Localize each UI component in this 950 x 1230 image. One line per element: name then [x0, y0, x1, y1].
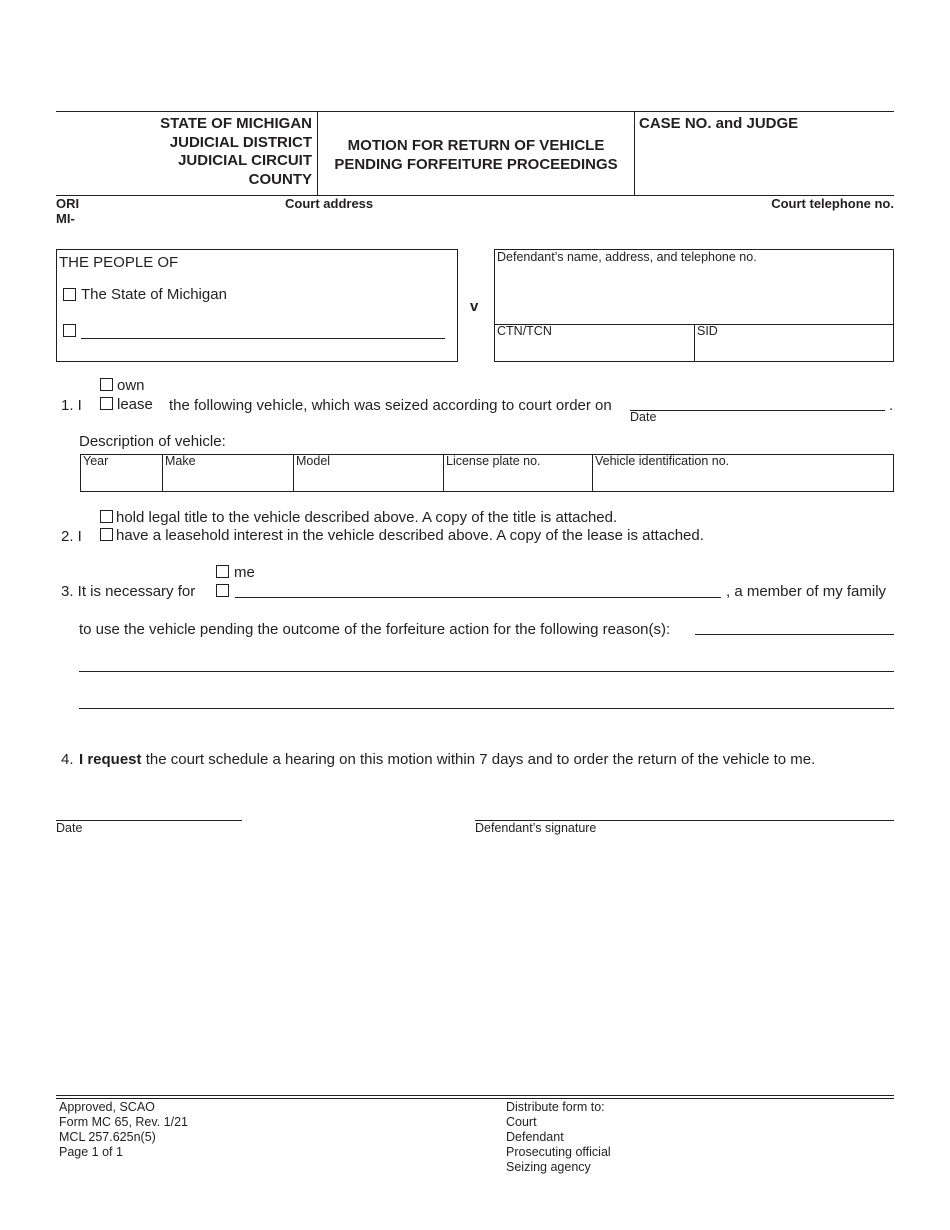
distribute-item: Seizing agency [506, 1160, 591, 1174]
footer-line: Form MC 65, Rev. 1/21 [59, 1115, 188, 1129]
family-member-label: , a member of my family [726, 583, 887, 600]
vehicle-year-header: Year [83, 454, 109, 468]
vehicle-col-divider [293, 454, 294, 492]
footer-rule [56, 1098, 894, 1099]
reason-line[interactable] [79, 708, 894, 709]
item1-period: . [889, 397, 894, 414]
header-top-rule [56, 111, 894, 112]
footer-line: Approved, SCAO [59, 1100, 155, 1114]
legal-title-label: hold legal title to the vehicle described above. A copy of the title is attached. [116, 509, 618, 526]
legal-title-checkbox[interactable] [100, 510, 113, 523]
ori-label: ORI [56, 196, 80, 211]
vehicle-make-header: Make [165, 454, 196, 468]
distribute-item: Prosecuting official [506, 1145, 611, 1159]
footer-approval-block [59, 1100, 188, 1160]
family-member-checkbox[interactable] [216, 584, 229, 597]
item1-number: 1. I [61, 397, 82, 414]
vehicle-model-header: Model [296, 454, 331, 468]
lease-checkbox[interactable] [100, 397, 113, 410]
reason-text: to use the vehicle pending the outcome of the forfeiture action for the following reason(s): [79, 621, 671, 638]
leasehold-checkbox[interactable] [100, 528, 113, 541]
ctn-label: CTN/TCN [497, 324, 552, 338]
court-line: JUDICIAL CIRCUIT [178, 152, 312, 169]
me-checkbox[interactable] [216, 565, 229, 578]
item2-number: 2. I [61, 528, 82, 545]
case-no-label: CASE NO. and JUDGE [639, 115, 799, 132]
item4-request-bold: I request [79, 751, 142, 768]
lease-label: lease [117, 396, 153, 413]
distribute-title: Distribute form to: [506, 1100, 605, 1114]
defendant-signature-label: Defendant’s signature [475, 821, 597, 835]
court-line: STATE OF MICHIGAN [160, 115, 312, 132]
own-checkbox[interactable] [100, 378, 113, 391]
court-telephone-label: Court telephone no. [771, 196, 894, 211]
other-plaintiff-line[interactable] [81, 338, 445, 339]
vehicle-col-divider [443, 454, 444, 492]
footer-rule [56, 1095, 894, 1096]
vehicle-col-divider [592, 454, 593, 492]
header-divider-right [634, 111, 635, 195]
date-signature-label: Date [56, 821, 83, 835]
versus-label: v [470, 298, 479, 315]
reason-line[interactable] [695, 634, 894, 635]
footer-line: Page 1 of 1 [59, 1145, 123, 1159]
item3-lead: 3. It is necessary for [61, 583, 196, 600]
other-plaintiff-checkbox[interactable] [63, 324, 76, 337]
footer-distribution-block [506, 1100, 611, 1175]
family-member-name-line[interactable] [235, 597, 721, 598]
reason-line[interactable] [79, 671, 894, 672]
me-label: me [234, 564, 255, 581]
item1-text: the following vehicle, which was seized according to court order on [169, 397, 612, 414]
seizure-date-line[interactable] [630, 410, 885, 411]
state-of-michigan-checkbox[interactable] [63, 288, 76, 301]
footer-line: MCL 257.625n(5) [59, 1130, 156, 1144]
leasehold-label: have a leasehold interest in the vehicle described above. A copy of the lease is attached. [116, 527, 704, 544]
distribute-item: Court [506, 1115, 537, 1129]
state-of-michigan-label: The State of Michigan [81, 286, 227, 303]
vehicle-vin-header: Vehicle identification no. [595, 454, 730, 468]
sid-label: SID [697, 324, 718, 338]
mi-label: MI- [56, 211, 75, 226]
vehicle-col-divider [162, 454, 163, 492]
seizure-date-label: Date [630, 410, 657, 424]
date-signature-line[interactable] [56, 820, 242, 821]
item4-text [79, 751, 815, 768]
court-address-label: Court address [285, 196, 374, 211]
vehicle-description-label: Description of vehicle: [79, 433, 226, 450]
court-line: COUNTY [248, 170, 312, 188]
court-name-block [60, 115, 312, 189]
people-of-label: THE PEOPLE OF [59, 254, 179, 271]
distribute-item: Defendant [506, 1130, 564, 1144]
vehicle-plate-header: License plate no. [446, 454, 541, 468]
form-title-line2: PENDING FORFEITURE PROCEEDINGS [334, 156, 618, 173]
own-label: own [117, 377, 145, 394]
court-line: JUDICIAL DISTRICT [169, 133, 312, 151]
form-title [318, 136, 634, 174]
item4-request-text: the court schedule a hearing on this motion within 7 days and to order the return of the vehicle to me. [145, 751, 816, 768]
form-title-line1: MOTION FOR RETURN OF VEHICLE [347, 137, 605, 154]
item4-number: 4. [61, 751, 74, 768]
defendant-info-label: Defendant’s name, address, and telephone no. [497, 250, 757, 264]
ctn-sid-divider [694, 324, 695, 362]
